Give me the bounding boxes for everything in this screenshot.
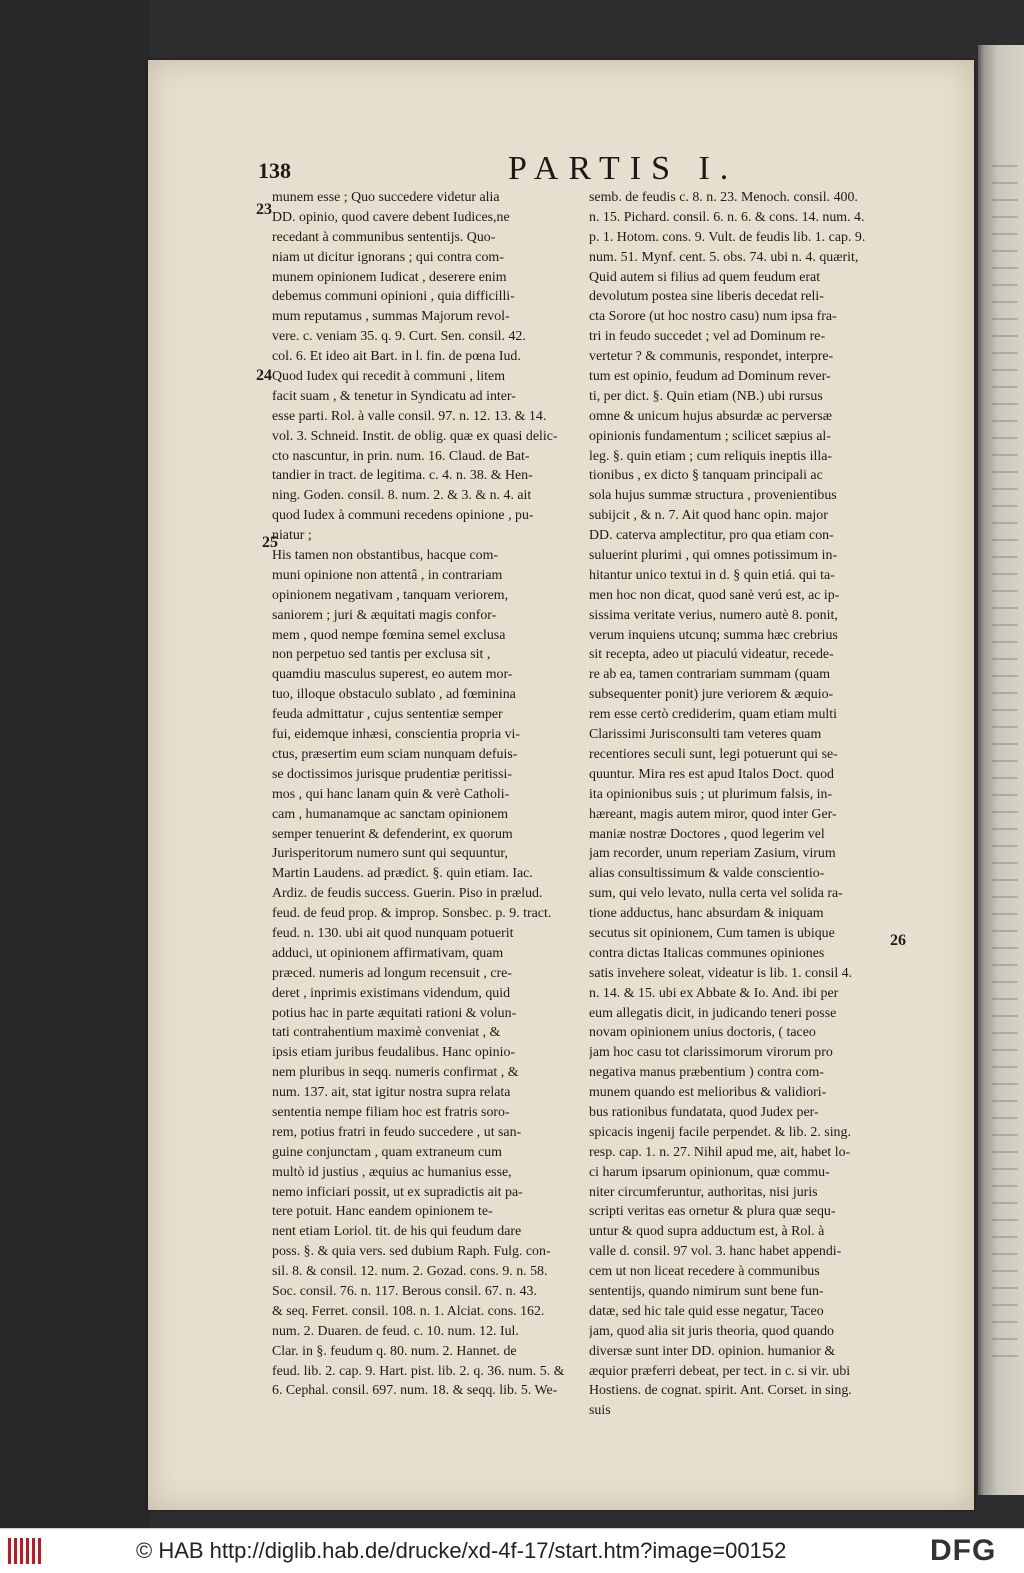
text-line: cto nascuntur, in prin. num. 16. Claud. de Bat- — [272, 448, 530, 464]
text-line: muni opinione non attentâ , in contrariam — [272, 567, 503, 583]
text-line: opinionem negativam , tanquam veriorem, — [272, 587, 509, 603]
viewer-footer — [0, 1528, 1024, 1573]
text-line: tione adductus, hanc absurdam & iniquam — [589, 906, 824, 922]
text-line: rem esse certò crediderim, quam etiam multi — [589, 707, 838, 723]
text-line: munem esse ; Quo succedere videtur alia — [272, 190, 500, 205]
text-line: 6. Cephal. consil. 697. num. 18. & seqq. lib. 5. We- — [272, 1383, 558, 1399]
text-line: recentiores seculi sunt, legi potuerunt qui se- — [589, 746, 838, 762]
text-line: sil. 8. & consil. 12. num. 2. Gozad. cons. 9. n. 58. — [272, 1264, 548, 1280]
text-line: omne & unicum hujus absurdæ ac perversæ — [589, 408, 833, 424]
text-line: ctus, præsertim eum sciam nunquam defuis- — [272, 746, 518, 762]
text-line: Martin Laudens. ad prædict. §. quin etiam. Iac. — [272, 866, 533, 882]
hab-logo-icon — [8, 1538, 44, 1564]
text-line: adduci, ut opinionem affirmativam, quam — [272, 945, 504, 961]
text-line: sissima veritate verius, numero autè 8. ponit, — [589, 607, 838, 623]
text-line: spicacis ingenij facile perpendet. & lib. 2. sing. — [589, 1124, 851, 1140]
text-line: sit recepta, adeo ut piaculú videatur, recede- — [589, 647, 834, 663]
text-line: p. 1. Hotom. cons. 9. Vult. de feudis lib. 1. cap. 9. — [589, 229, 866, 245]
text-line: satis invehere soleat, videatur is lib. 1. consil 4. — [589, 965, 853, 981]
text-line: sententia nempe filiam hoc est fratris soro- — [272, 1104, 510, 1120]
text-line: æquior præferri debeat, per tect. in c. si vir. ubi — [589, 1363, 851, 1379]
adjacent-page-edge — [978, 45, 1024, 1495]
text-line: untur & quod supra adductum est, à Rol. à — [589, 1224, 825, 1240]
text-line: niter circumferuntur, authoritas, nisi juris — [589, 1184, 818, 1200]
text-line: Quid autem si filius ad quem feudum erat — [589, 269, 821, 285]
text-line: hitantur unico textui in d. § quin etiá. qui ta- — [589, 567, 835, 583]
text-line: præced. numeris ad longum recensuit , cre- — [272, 965, 512, 981]
page-number: 138 — [258, 158, 291, 183]
text-line: num. 2. Duaren. de feud. c. 10. num. 12. Iul. — [272, 1323, 519, 1339]
text-line: ita opinionibus suis ; ut plurimum falsis, in- — [589, 786, 833, 802]
text-line: quamdiu masculus superest, eo autem mor- — [272, 667, 513, 683]
text-line: num. 137. ait, stat igitur nostra supra relata — [272, 1085, 511, 1101]
text-line: munem quando est melioribus & validiori- — [589, 1085, 827, 1101]
text-line: hæreant, magis autem miror, quod inter Ger- — [589, 806, 837, 822]
text-line: tere potuit. Hanc eandem opinionem te- — [272, 1204, 493, 1220]
text-line: men hoc non dicat, quod sanè verú est, ac ip- — [589, 587, 840, 603]
text-line: tionibus , ex dicto § tanquam principali ac — [589, 468, 823, 484]
text-line: feud. n. 130. ubi ait quod nunquam potuerit — [272, 925, 514, 941]
text-line: n. 14. & 15. ubi ex Abbate & Io. And. ibi per — [589, 985, 839, 1001]
text-line: saniorem ; juri & æquitati magis confor- — [272, 607, 497, 623]
text-line: facit suam , & tenetur in Syndicatu ad inter- — [272, 388, 516, 404]
text-line: & seq. Ferret. consil. 108. n. 1. Alciat. cons. 162. — [272, 1303, 545, 1319]
text-line: DD. caterva amplectitur, pro qua etiam con- — [589, 528, 834, 544]
text-line: His tamen non obstantibus, hacque com- — [272, 548, 499, 564]
text-line: novam opinionem unius doctoris, ( taceo — [589, 1025, 816, 1041]
text-line: contra dictas Italicas communes opiniones — [589, 945, 825, 961]
text-line: jam recorder, unum reperiam Zasium, virum — [589, 846, 836, 862]
text-line: se doctissimos jurisque prudentiæ peritissi- — [272, 766, 512, 782]
text-line: ipsis etiam juribus feudalibus. Hanc opinio- — [272, 1045, 516, 1061]
text-line: leg. §. quin etiam ; cum reliquis ineptis illa- — [589, 448, 833, 464]
text-line: rem, potius fratri in feudo succedere , ut san- — [272, 1124, 522, 1140]
text-line: Clarissimi Jurisconsulti tam veteres quam — [589, 727, 822, 743]
marginal-number: 26 — [890, 932, 906, 949]
text-line: Clar. in §. feudum q. 80. num. 2. Hannet. de — [272, 1343, 517, 1359]
text-line: cta Sorore (ut hoc nostro casu) num ipsa fra- — [589, 309, 837, 325]
text-line: sum, qui velo levato, nulla certa vel solida ra- — [589, 886, 843, 902]
text-line: feud. lib. 2. cap. 9. Hart. pist. lib. 2. q. 36. num. 5. & — [272, 1363, 565, 1379]
text-line: vere. c. veniam 35. q. 9. Curt. Sen. consil. 42. — [272, 329, 526, 345]
text-line: mum reputamus , summas Majorum revol- — [272, 309, 510, 325]
text-line: maniæ nostræ Doctores , quod legerim vel — [589, 826, 825, 842]
text-line: niam ut dicitur ignorans ; qui contra com- — [272, 249, 504, 265]
text-line: cam , humanamque ac sanctam opinionem — [272, 806, 509, 822]
text-line: tandier in tract. de legitima. c. 4. n. 38. & Hen- — [272, 468, 533, 484]
text-line: tati contrahentium maximè conveniat , & — [272, 1025, 501, 1041]
copyright-link[interactable]: © HAB http://diglib.hab.de/drucke/xd-4f-17/start.htm?image=00152 — [136, 1538, 787, 1563]
text-line: n. 15. Pichard. consil. 6. n. 6. & cons. 14. num. 4. — [589, 209, 865, 225]
running-head: PARTIS I. — [508, 150, 739, 187]
text-line: secutus sit opinionem, Cum tamen is ubique — [589, 925, 835, 941]
text-line: devolutum postea sine liberis decedat reli- — [589, 289, 824, 305]
text-line: negativa manus præbentium ) contra com- — [589, 1065, 824, 1081]
marginal-number: 24 — [256, 367, 272, 384]
text-line: cem ut non liceat recedere à communibus — [589, 1264, 820, 1280]
text-line: ning. Goden. consil. 8. num. 2. & 3. & n. 4. ait — [272, 488, 532, 504]
text-line: esse parti. Rol. à valle consil. 97. n. 12. 13. & 14. — [272, 408, 547, 424]
text-column-left — [272, 188, 578, 1401]
text-line: Hostiens. de cognat. spirit. Ant. Corset. in sing. — [589, 1383, 852, 1399]
marginal-number: 23 — [256, 201, 272, 218]
text-line: tum est opinio, feudum ad Dominum rever- — [589, 369, 831, 385]
text-line: feud. de feud prop. & improp. Sonsbec. p. 9. tract. — [272, 906, 552, 922]
text-line: num. 51. Mynf. cent. 5. obs. 74. ubi n. 4. quærit, — [589, 249, 859, 265]
text-line: Soc. consil. 76. n. 117. Berous consil. 67. n. 43. — [272, 1283, 537, 1299]
text-line: ti, per dict. §. Quin etiam (NB.) ubi rursus — [589, 388, 823, 404]
text-line: col. 6. Et ideo ait Bart. in l. fin. de pœna Iud. — [272, 349, 521, 365]
text-line: non perpetuo sed tantis per exclusa sit , — [272, 647, 491, 663]
text-line: suluerint plurimi , qui omnes potissimum in- — [589, 548, 838, 564]
text-line: resp. cap. 1. n. 27. Nihil apud me, ait, habet lo- — [589, 1144, 851, 1160]
text-line: bus rationibus fundatata, quod Judex per- — [589, 1104, 819, 1120]
text-line: verum inquiens utcunq; summa hæc crebrius — [589, 627, 838, 643]
text-line: subsequenter ponit) jure veriorem & æquio- — [589, 687, 834, 703]
text-line: suis — [589, 1403, 611, 1419]
text-line: opinionis fundamentum ; scilicet sæpius al- — [589, 428, 831, 444]
text-line: nent etiam Loriol. tit. de his qui feudum dare — [272, 1224, 522, 1240]
text-line: eum allegatis dicit, in judicando teneri posse — [589, 1005, 837, 1021]
text-line: mos , qui hanc lanam quin & verè Catholi- — [272, 786, 510, 802]
text-line: sententijs, quando nimirum sunt bene fun- — [589, 1283, 824, 1299]
text-line: debemus communi opinioni , quia difficilli- — [272, 289, 515, 305]
marginal-number: 25 — [262, 534, 278, 551]
text-line: tuo, illoque obstaculo sublato , ad fœminina — [272, 687, 516, 703]
text-line: scripti veritas eas ornetur & plura quæ sequ- — [589, 1204, 836, 1220]
text-line: niatur ; — [272, 528, 312, 544]
text-line: feuda admittatur , cujus sententiæ semper — [272, 707, 503, 723]
text-line: mem , quod nempe fœmina semel exclusa — [272, 627, 506, 643]
scan-background — [0, 0, 150, 1528]
text-line: nem pluribus in seqq. numeris confirmat , & — [272, 1065, 519, 1081]
text-column-right — [589, 188, 887, 1421]
text-line: datæ, sed hic tale quid esse negatur, Taceo — [589, 1303, 824, 1319]
text-line: diversæ sunt inter DD. opinion. humanior & — [589, 1343, 836, 1359]
text-line: nemo inficiari possit, ut ex supradictis ait pa- — [272, 1184, 523, 1200]
text-line: tri in feudo succedet ; vel ad Dominum re- — [589, 329, 826, 345]
text-line: deret , inprimis existimans videndum, quid — [272, 985, 511, 1001]
text-line: vertetur ? & communis, respondet, interpre- — [589, 349, 834, 365]
text-line: valle d. consil. 97 vol. 3. hanc habet appendi- — [589, 1244, 842, 1260]
text-line: ci harum ipsarum opinionum, quæ commu- — [589, 1164, 830, 1180]
text-line: jam, quod alia sit juris theoria, quod quando — [589, 1323, 834, 1339]
text-line: poss. §. & quia vers. sed dubium Raph. Fulg. con- — [272, 1244, 551, 1260]
dfg-logo: DFG — [930, 1534, 997, 1567]
text-line: multò id justius , æquius ac humanius esse, — [272, 1164, 512, 1180]
text-line: re ab ea, tamen contrariam summam (quam — [589, 667, 831, 683]
text-line: Jurisperitorum numero sunt qui sequuntur, — [272, 846, 508, 862]
text-line: munem opinionem Iudicat , deserere enim — [272, 269, 507, 285]
text-line: semper tenuerint & defenderint, ex quorum — [272, 826, 513, 842]
text-line: potius hac in parte æquitati rationi & volun- — [272, 1005, 517, 1021]
text-line: Quod Iudex qui recedit à communi , litem — [272, 369, 505, 385]
text-line: jam hoc casu tot clarissimorum virorum pro — [589, 1045, 833, 1061]
text-line: alias consultissimum & valde conscientio- — [589, 866, 825, 882]
text-line: Ardiz. de feudis success. Guerin. Piso in prælud. — [272, 886, 543, 902]
text-line: fui, eidemque inhæsi, conscientia propria vi- — [272, 727, 521, 743]
text-line: subijcit , & n. 7. Ait quod hanc opin. major — [589, 508, 828, 524]
text-line: quod Iudex à communi recedens opinione , pu- — [272, 508, 534, 524]
text-line: semb. de feudis c. 8. n. 23. Menoch. consil. 400. — [589, 190, 858, 205]
text-line: DD. opinio, quod cavere debent Iudices,ne — [272, 209, 510, 225]
text-line: sola hujus summæ structura , provenientibus — [589, 488, 837, 504]
text-line: vol. 3. Schneid. Instit. de oblig. quæ ex quasi delic- — [272, 428, 558, 444]
page-header — [258, 150, 898, 190]
text-line: quuntur. Mira res est apud Italos Doct. quod — [589, 766, 834, 782]
text-line: guine conjunctam , quam extraneum cum — [272, 1144, 502, 1160]
text-line: recedant à communibus sententijs. Quo- — [272, 229, 496, 245]
